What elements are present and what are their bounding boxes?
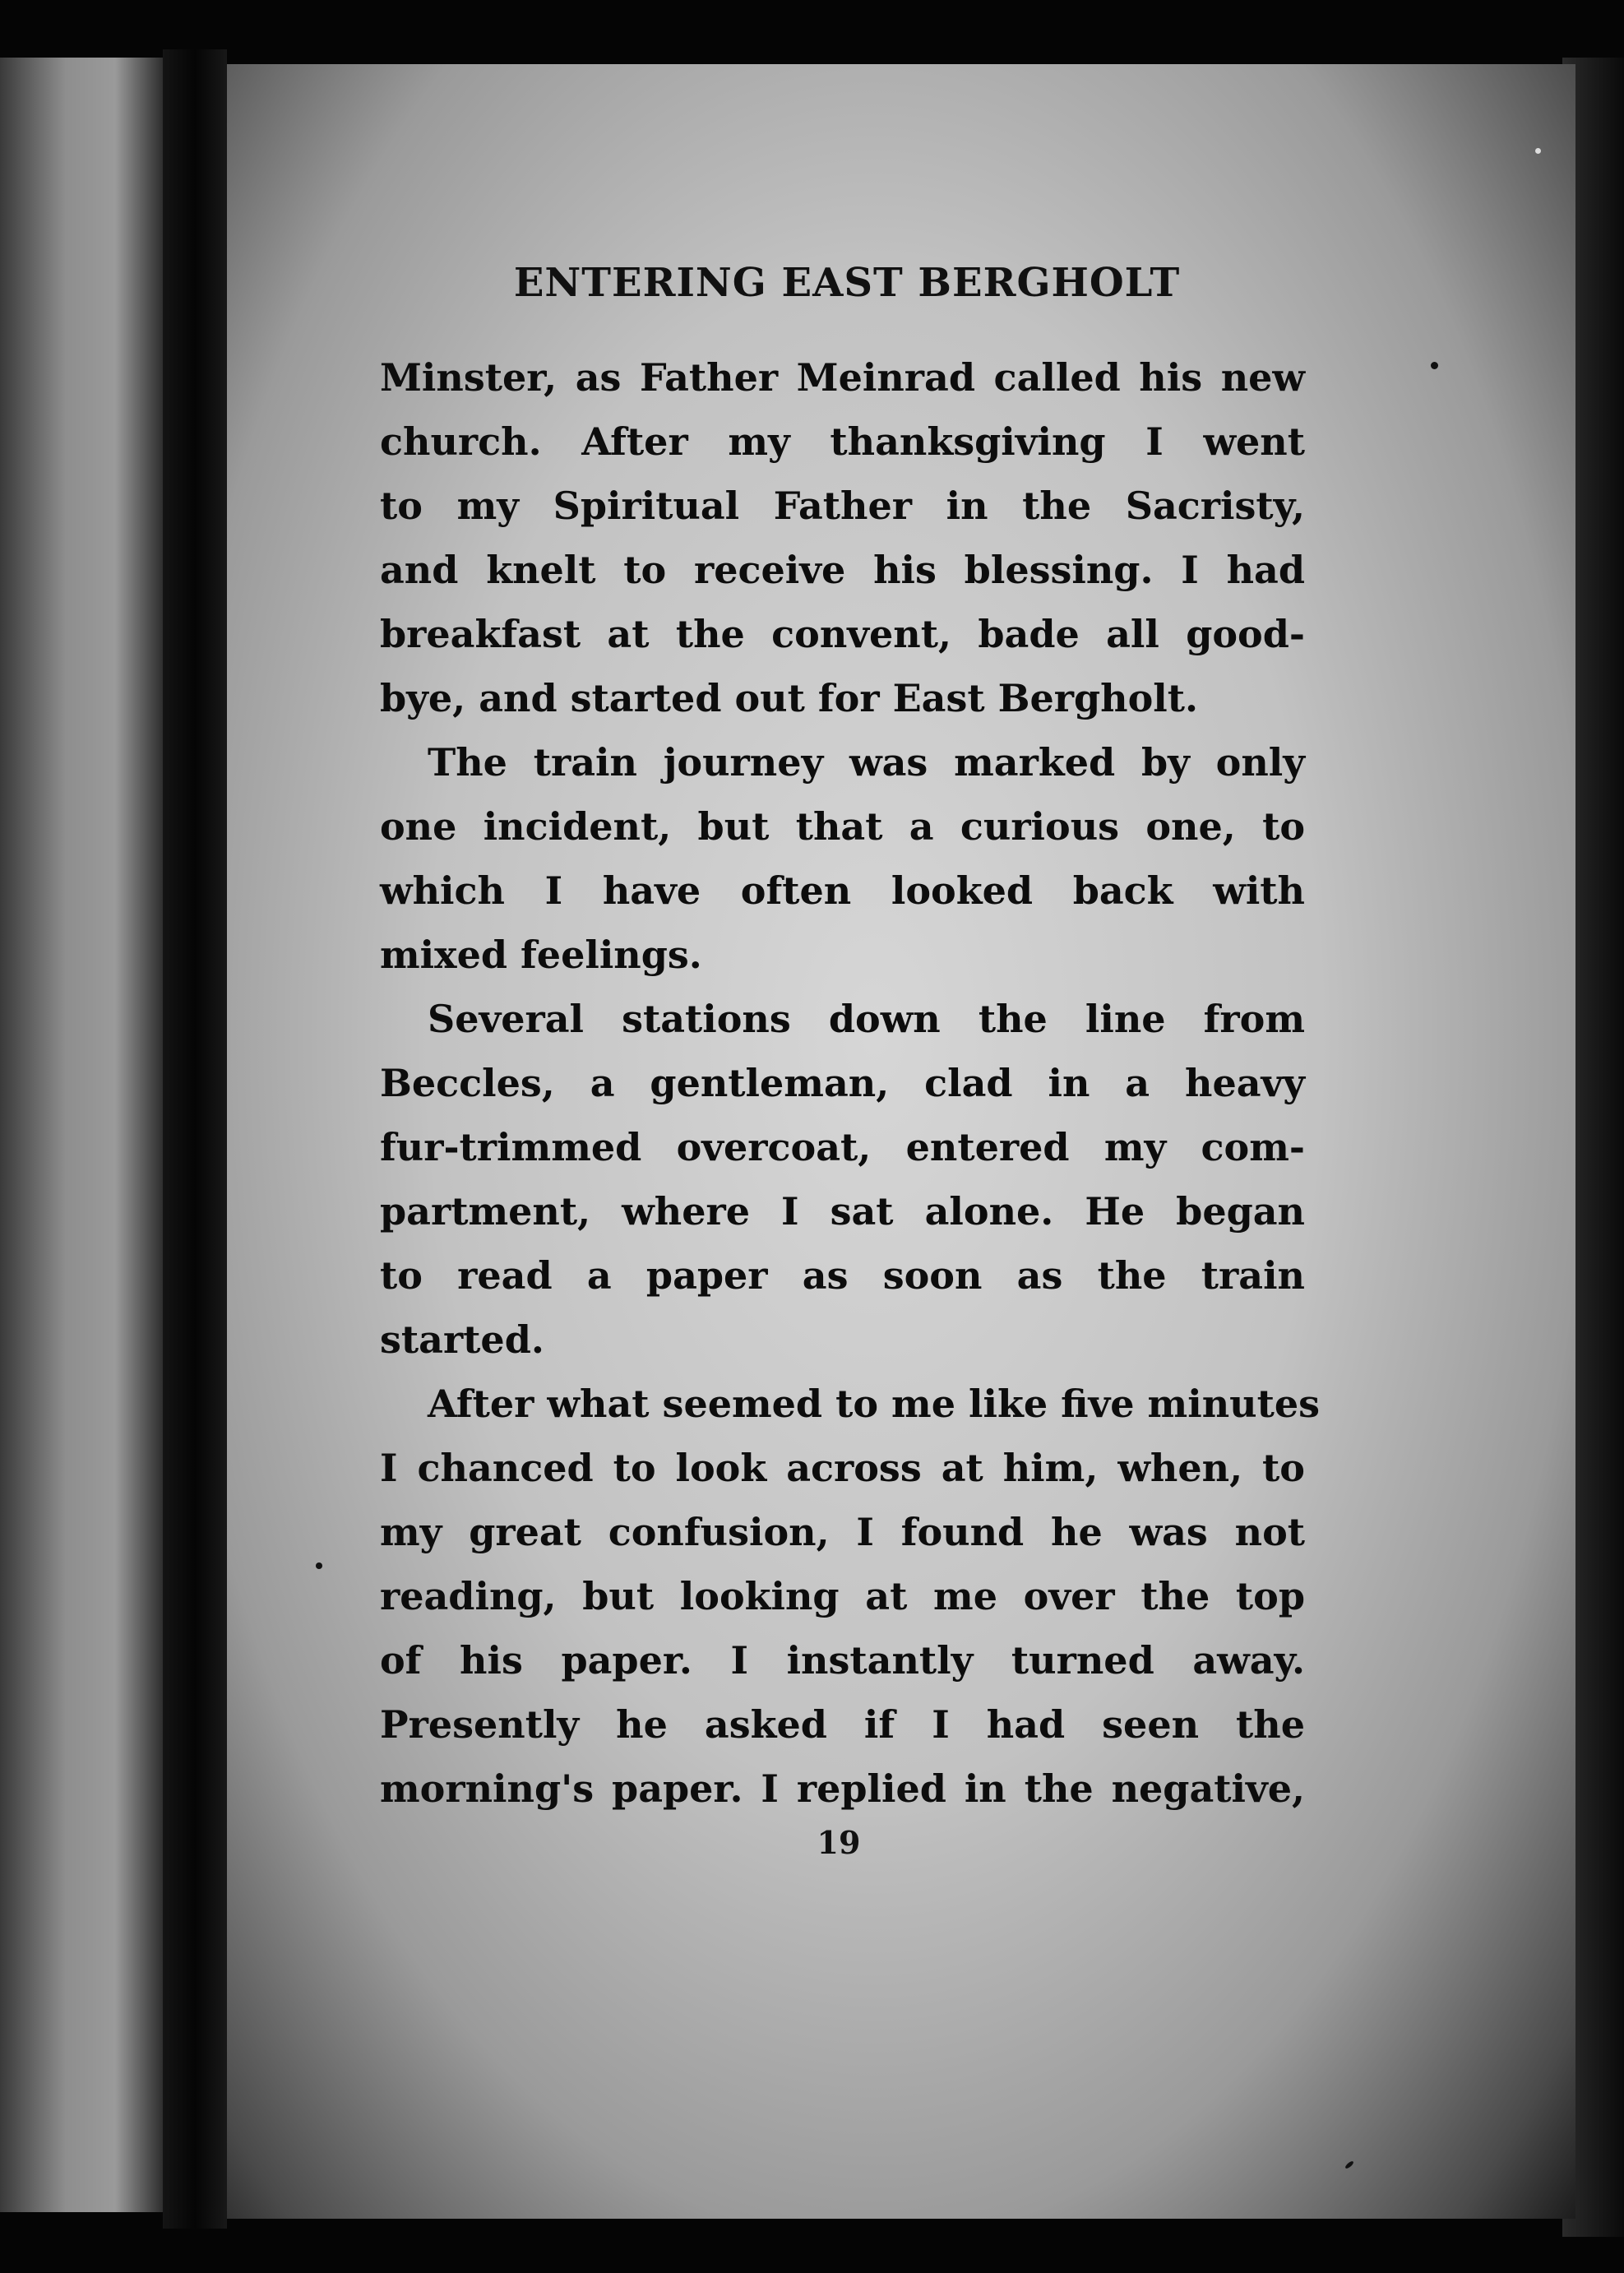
facing-page-edge <box>0 58 164 2212</box>
text-line: Beccles, a gentleman, clad in a heavy <box>380 1061 1305 1105</box>
text-line: church. After my thanksgiving I went <box>380 419 1305 464</box>
text-line: partment, where I sat alone. He began <box>380 1189 1305 1234</box>
text-line: one incident, but that a curious one, to <box>380 804 1305 849</box>
text-line: to read a paper as soon as the train <box>380 1253 1305 1298</box>
text-line: fur-trimmed overcoat, entered my com- <box>380 1125 1305 1169</box>
book-binding <box>163 49 227 2229</box>
dust-speck <box>1535 148 1541 154</box>
text-line: The train journey was marked by only <box>428 740 1305 785</box>
body-text <box>380 345 1320 1821</box>
dust-speck <box>316 1562 322 1569</box>
text-line: After what seemed to me like five minutes <box>428 1382 1320 1426</box>
text-line: bye, and started out for East Bergholt. <box>380 676 1199 720</box>
text-line: my great confusion, I found he was not <box>380 1510 1305 1554</box>
text-line: breakfast at the convent, bade all good- <box>380 612 1305 656</box>
text-line: Minster, as Father Meinrad called his new <box>380 355 1305 400</box>
text-line: which I have often looked back with <box>380 868 1305 913</box>
page-number: 19 <box>817 1824 861 1861</box>
text-line: and knelt to receive his blessing. I had <box>380 548 1305 592</box>
text-line: morning's paper. I replied in the negative, <box>380 1766 1305 1811</box>
text-line: I chanced to look across at him, when, to <box>380 1446 1305 1490</box>
text-line: Several stations down the line from <box>428 997 1305 1041</box>
dust-speck <box>1431 362 1438 369</box>
text-line: Presently he asked if I had seen the <box>380 1702 1305 1747</box>
text-line: to my Spiritual Father in the Sacristy, <box>380 484 1305 528</box>
running-title: ENTERING EAST BERGHOLT <box>513 260 1181 306</box>
text-line: started. <box>380 1317 544 1362</box>
text-line: mixed feelings. <box>380 933 702 977</box>
text-line: reading, but looking at me over the top <box>380 1574 1305 1618</box>
text-line: of his paper. I instantly turned away. <box>380 1638 1305 1683</box>
